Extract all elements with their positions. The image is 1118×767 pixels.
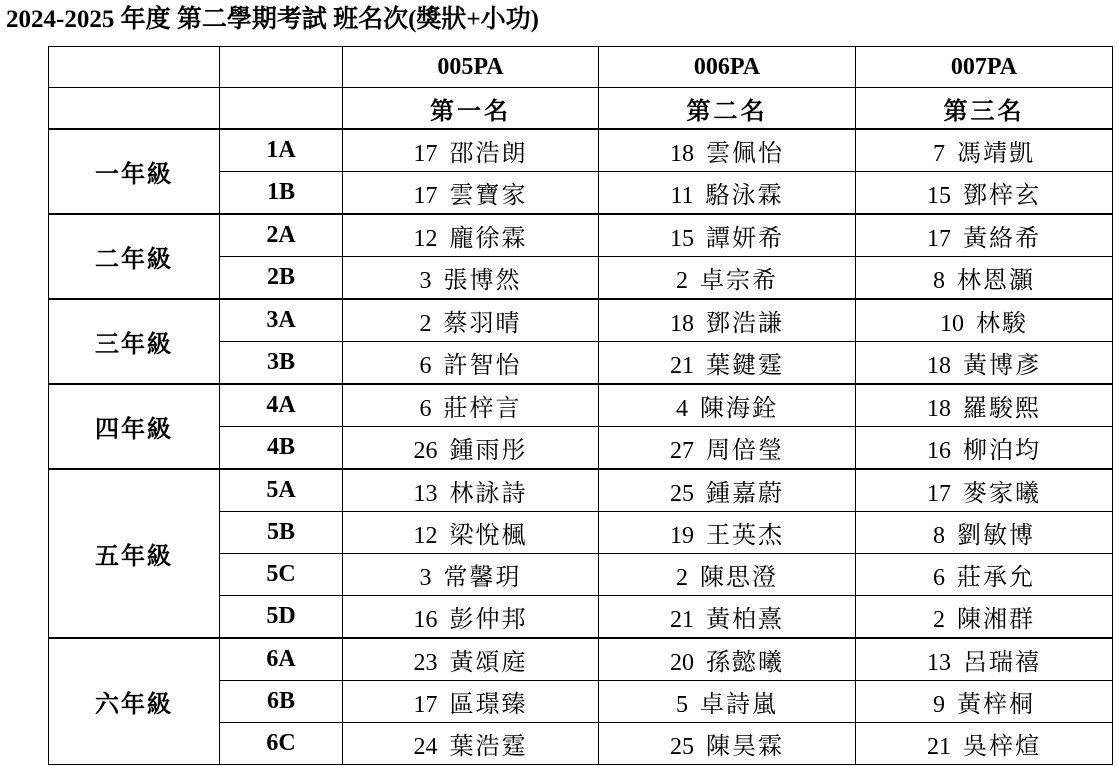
column-header-007PA: 007PA [856,47,1113,88]
student-name: 葉鍵霆 [706,351,784,379]
student-name: 柳泊均 [963,436,1041,464]
student-number: 16 [927,438,951,464]
student-number: 9 [933,692,945,718]
student-cell [599,554,856,596]
student-cell [599,214,856,257]
student-number: 18 [927,396,951,422]
student-cell [856,384,1113,427]
student-cell [343,384,599,427]
student-name: 林詠詩 [449,479,528,507]
student-cell [856,172,1113,215]
class-label: 3B [220,342,343,385]
class-label: 1B [220,172,343,215]
student-name: 黃梓桐 [957,690,1035,718]
student-name: 梁悅楓 [449,521,528,549]
header-row-ranks [49,88,1113,130]
student-number: 2 [933,607,945,633]
student-cell [343,214,599,257]
student-number: 13 [927,650,951,676]
student-number: 21 [670,353,694,379]
header-empty-grade [49,47,220,88]
header-row-columns [49,47,1113,88]
student-name: 呂瑞禧 [963,648,1041,676]
student-number: 17 [413,141,438,167]
student-number: 21 [927,734,951,760]
student-number: 18 [927,353,951,379]
student-name: 黃頌庭 [449,648,528,676]
student-name: 馮靖凱 [957,139,1035,167]
rank-header-second: 第二名 [599,88,856,130]
student-cell [599,638,856,681]
student-cell [856,512,1113,554]
student-cell [343,299,599,342]
student-number: 17 [413,183,438,209]
class-label: 5D [220,596,343,639]
student-cell [343,427,599,470]
student-cell [856,723,1113,765]
student-name: 莊承允 [957,563,1035,591]
student-name: 陳思澄 [700,563,778,591]
student-name: 林恩灝 [957,266,1035,294]
student-cell [856,214,1113,257]
student-name: 莊梓言 [443,394,522,422]
grade-label: 六年級 [49,638,220,765]
student-cell [599,342,856,385]
student-cell [599,469,856,512]
student-cell [343,554,599,596]
class-label: 4B [220,427,343,470]
student-number: 16 [413,607,438,633]
student-name: 孫懿曦 [706,648,784,676]
student-name: 鄧梓玄 [963,181,1041,209]
student-cell [599,596,856,639]
student-cell [343,681,599,723]
student-cell [599,299,856,342]
student-name: 龐徐霖 [449,224,528,252]
student-cell [856,342,1113,385]
class-label: 3A [220,299,343,342]
class-label: 5B [220,512,343,554]
table-row [49,638,1113,681]
student-name: 麥家曦 [963,479,1041,507]
student-cell [343,257,599,300]
student-name: 陳昊霖 [706,732,784,760]
student-cell [343,512,599,554]
student-number: 11 [670,183,694,209]
student-name: 黃博彥 [963,351,1041,379]
grade-label: 三年級 [49,299,220,384]
student-number: 23 [413,650,438,676]
class-label: 6C [220,723,343,765]
student-cell [856,596,1113,639]
student-name: 蔡羽晴 [443,309,522,337]
student-cell [343,638,599,681]
student-number: 2 [419,311,432,337]
ranking-table [48,46,1113,765]
grade-label: 四年級 [49,384,220,469]
student-number: 5 [676,692,688,718]
class-label: 2A [220,214,343,257]
table-row [49,299,1113,342]
student-cell [856,257,1113,300]
student-cell [856,681,1113,723]
student-name: 周倍瑩 [706,436,784,464]
class-label: 4A [220,384,343,427]
student-number: 17 [927,226,951,252]
student-cell [599,512,856,554]
student-number: 15 [670,226,694,252]
column-header-006PA: 006PA [599,47,856,88]
table-row [49,129,1113,172]
page-title: 2024-2025 年度 第二學期考試 班名次(獎狀+小功) [6,6,539,33]
student-cell [343,172,599,215]
student-number: 13 [413,481,438,507]
student-number: 12 [413,226,438,252]
student-cell [343,723,599,765]
student-name: 譚妍希 [706,224,784,252]
student-number: 6 [419,396,432,422]
rank-empty-grade [49,88,220,130]
student-name: 駱泳霖 [705,181,784,209]
student-name: 葉浩霆 [449,732,528,760]
student-name: 許智怡 [443,351,522,379]
student-name: 鄧浩謙 [706,309,784,337]
student-cell [599,257,856,300]
student-number: 10 [940,311,964,337]
student-cell [599,723,856,765]
student-name: 吳梓煊 [963,732,1041,760]
student-number: 3 [419,565,432,591]
student-name: 張博然 [443,266,522,294]
student-name: 常馨玥 [443,563,522,591]
rank-header-third: 第三名 [856,88,1113,130]
student-cell [856,638,1113,681]
student-number: 8 [933,268,945,294]
student-number: 8 [933,523,945,549]
student-number: 2 [676,565,688,591]
student-name: 區璟臻 [449,690,528,718]
student-number: 17 [413,692,438,718]
student-name: 鍾雨彤 [449,436,528,464]
student-name: 鍾嘉蔚 [706,479,784,507]
student-cell [856,554,1113,596]
student-name: 王英杰 [706,521,784,549]
student-number: 6 [419,353,432,379]
student-number: 6 [933,565,945,591]
student-name: 陳海銓 [700,394,778,422]
student-cell [343,596,599,639]
student-cell [856,299,1113,342]
student-number: 21 [670,607,694,633]
student-number: 24 [413,734,438,760]
student-cell [856,469,1113,512]
student-number: 26 [413,438,438,464]
student-cell [856,427,1113,470]
grade-label: 五年級 [49,469,220,638]
table-row [49,384,1113,427]
student-number: 20 [670,650,694,676]
grade-label: 一年級 [49,129,220,214]
student-name: 邵浩朗 [449,139,528,167]
class-label: 5A [220,469,343,512]
student-number: 7 [933,141,945,167]
student-number: 12 [413,523,438,549]
rank-header-first: 第一名 [343,88,599,130]
student-name: 黃絡希 [963,224,1041,252]
student-number: 18 [670,141,694,167]
student-number: 15 [927,183,951,209]
student-number: 18 [670,311,694,337]
student-number: 17 [927,481,951,507]
table-row [49,469,1113,512]
student-name: 雲寶家 [449,181,528,209]
student-cell [599,129,856,172]
student-name: 雲佩怡 [706,139,784,167]
grade-label: 二年級 [49,214,220,299]
student-cell [343,469,599,512]
student-number: 2 [676,268,688,294]
class-label: 5C [220,554,343,596]
student-cell [599,427,856,470]
student-name: 陳湘群 [957,605,1035,633]
student-name: 羅駿熙 [963,394,1041,422]
student-cell [343,129,599,172]
student-number: 25 [670,734,694,760]
student-number: 25 [670,481,694,507]
column-header-005PA: 005PA [343,47,599,88]
student-name: 卓宗希 [700,266,778,294]
class-label: 6B [220,681,343,723]
student-name: 黃柏熹 [706,605,784,633]
student-cell [599,384,856,427]
student-number: 19 [670,523,694,549]
student-cell [856,129,1113,172]
header-empty-class [220,47,343,88]
student-number: 4 [676,396,688,422]
table-row [49,214,1113,257]
student-cell [343,342,599,385]
student-name: 林駿 [976,309,1028,337]
student-name: 卓詩嵐 [700,690,778,718]
student-number: 27 [670,438,694,464]
class-label: 6A [220,638,343,681]
student-name: 彭仲邦 [449,605,528,633]
class-label: 2B [220,257,343,300]
rank-empty-class [220,88,343,130]
student-cell [599,681,856,723]
student-cell [599,172,856,215]
student-number: 3 [419,268,432,294]
student-name: 劉敏博 [957,521,1035,549]
class-label: 1A [220,129,343,172]
